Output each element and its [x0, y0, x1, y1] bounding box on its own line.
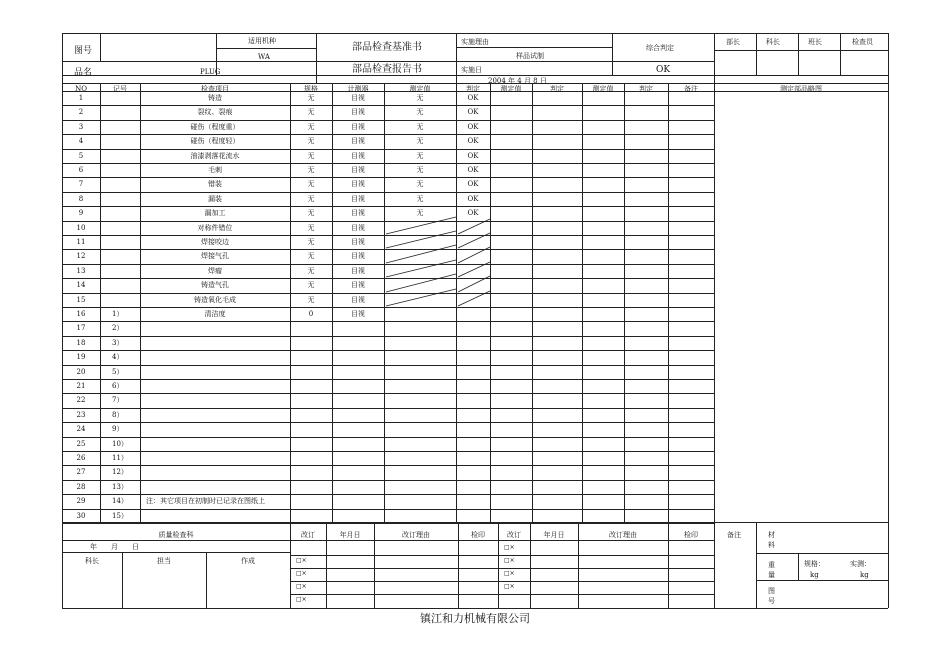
row-no: 29 [76, 497, 86, 505]
row-instrument: 目视 [351, 94, 365, 102]
row-no: 6 [78, 166, 84, 174]
overall-value: OK [656, 65, 671, 75]
row-instrument: 目视 [351, 238, 365, 246]
row-mark: 14） [112, 497, 128, 505]
row-mark: 2） [112, 324, 124, 332]
row-no: 17 [76, 324, 86, 332]
row-mark: 11） [112, 454, 128, 462]
col-item: 检查项目 [201, 85, 229, 93]
row-spec: 无 [307, 123, 315, 131]
revision-checkbox[interactable]: □× [296, 557, 307, 564]
row-instrument: 目视 [351, 281, 365, 289]
row-measured: 无 [416, 137, 424, 145]
row-item: 裂纹、裂痕 [197, 108, 233, 116]
row-item: 铸造气孔 [201, 281, 229, 289]
row-judge: OK [467, 123, 479, 131]
row-judge: OK [467, 166, 479, 174]
row-no: 4 [78, 137, 84, 145]
row-measured: 无 [416, 209, 424, 217]
row-instrument: 目视 [351, 137, 365, 145]
rev-date-1: 年月日 [339, 531, 361, 539]
row-spec: 无 [307, 166, 315, 174]
revision-checkbox[interactable]: □× [504, 544, 515, 551]
row-no: 9 [78, 209, 84, 217]
material-label: 材料 [768, 531, 775, 549]
strike-judge [458, 233, 490, 248]
row-spec: 无 [307, 152, 315, 160]
row-instrument: 目视 [351, 123, 365, 131]
row-mark: 7） [112, 396, 124, 404]
row-mark: 6） [112, 382, 124, 390]
strike-judge [458, 291, 490, 306]
row-spec: 无 [307, 195, 315, 203]
inspect-seal-2: 检印 [684, 531, 698, 539]
rev-reason-1: 改订理由 [402, 531, 430, 539]
row-instrument: 目视 [351, 166, 365, 174]
row-judge: OK [467, 180, 479, 188]
row-measured: 无 [416, 166, 424, 174]
row-no: 5 [78, 152, 84, 160]
row-measured: 无 [416, 108, 424, 116]
footer-remarks: 备注 [727, 531, 741, 539]
approver-dept-head: 部长 [726, 38, 740, 46]
row-measured: 无 [416, 123, 424, 131]
col-spec: 规格 [304, 85, 318, 93]
row-item: 焊接咬边 [201, 238, 229, 246]
row-item: 铸造 [208, 94, 222, 102]
row-instrument: 目视 [351, 310, 365, 318]
actual-weight-unit: kg [860, 571, 869, 579]
row-item: 错装 [208, 180, 222, 188]
col-sketch: 测定部品略图 [780, 85, 822, 93]
row-spec: 无 [307, 238, 315, 246]
part-name-value: PLUG [200, 68, 221, 76]
col-remarks: 备注 [684, 85, 698, 93]
row-no: 25 [76, 440, 86, 448]
row-no: 16 [76, 310, 86, 318]
strike-judge [458, 262, 490, 277]
row-instrument: 目视 [351, 180, 365, 188]
signer-responsible: 担当 [157, 557, 171, 565]
row-item: 碰伤（程度重） [190, 123, 240, 131]
row-mark: 5） [112, 368, 124, 376]
row-no: 21 [76, 382, 86, 390]
row-mark: 10） [112, 440, 128, 448]
strike-measured [386, 289, 456, 306]
row-item: 漏装 [208, 195, 222, 203]
rev-date-2: 年月日 [543, 531, 565, 539]
row-no: 27 [76, 468, 86, 476]
row-spec: 无 [307, 267, 315, 275]
row-mark: 12） [112, 468, 128, 476]
row-item: 注：其它项目在初制时已记录在图纸上 [146, 497, 265, 505]
row-no: 8 [78, 195, 84, 203]
row-spec: 无 [307, 209, 315, 217]
row-measured: 无 [416, 152, 424, 160]
row-spec: 0 [308, 310, 314, 318]
company-name: 镇江和力机械有限公司 [420, 612, 530, 625]
report-title: 部品检查报告书 [352, 64, 422, 75]
revision-checkbox[interactable]: □× [504, 583, 515, 590]
row-mark: 4） [112, 353, 124, 361]
inspect-seal-1: 检印 [471, 531, 485, 539]
row-spec: 无 [307, 180, 315, 188]
row-no: 18 [76, 339, 86, 347]
row-no: 24 [76, 425, 86, 433]
signer-section-head: 科长 [85, 557, 99, 565]
date-label: 实施日 [461, 66, 482, 74]
row-judge: OK [467, 108, 479, 116]
standard-title: 部品检查基准书 [352, 42, 422, 53]
row-item: 对称件错位 [197, 224, 233, 232]
row-item: 焊接气孔 [201, 252, 229, 260]
spec-weight-unit: kg [810, 571, 819, 579]
revision-checkbox[interactable]: □× [296, 583, 307, 590]
row-instrument: 目视 [351, 195, 365, 203]
strike-measured [386, 217, 456, 234]
model-label: 适用机种 [248, 37, 276, 45]
rev-reason-2: 改订理由 [609, 531, 637, 539]
drawing-no-footer-label: 图号 [768, 587, 775, 605]
row-instrument: 目视 [351, 152, 365, 160]
row-no: 10 [76, 224, 86, 232]
row-judge: OK [467, 195, 479, 203]
row-item: 漏加工 [204, 209, 226, 217]
row-spec: 无 [307, 224, 315, 232]
date-value: 2004 年 4 月 8 日 [488, 77, 547, 85]
spec-weight-label: 规格： [804, 560, 825, 568]
row-judge: OK [467, 152, 479, 160]
row-no: 28 [76, 483, 86, 491]
footer-date: 年 月 日 [90, 543, 139, 551]
strike-judge [458, 276, 490, 292]
row-no: 26 [76, 454, 86, 462]
row-instrument: 目视 [351, 209, 365, 217]
strike-judge [458, 247, 490, 263]
col-instrument: 计测器 [347, 85, 369, 93]
row-spec: 无 [307, 281, 315, 289]
row-no: 13 [76, 267, 86, 275]
revision-checkbox[interactable]: □× [296, 570, 307, 577]
row-item: 铸造氧化毛成 [194, 296, 236, 304]
row-measured: 无 [416, 195, 424, 203]
col-judge-3: 判定 [639, 85, 653, 93]
row-spec: 无 [307, 296, 315, 304]
revision-checkbox[interactable]: □× [296, 596, 307, 603]
revision-checkbox[interactable]: □× [504, 570, 515, 577]
actual-weight-label: 实测： [850, 560, 871, 568]
row-measured: 无 [416, 94, 424, 102]
revision-checkbox[interactable]: □× [504, 557, 515, 564]
row-judge: OK [467, 94, 479, 102]
row-no: 22 [76, 396, 86, 404]
row-item: 油漆剥落花流水 [190, 152, 240, 160]
model-value: WA [258, 53, 270, 61]
row-no: 14 [76, 281, 86, 289]
row-no: 3 [78, 123, 84, 131]
row-no: 23 [76, 411, 86, 419]
col-judge-2: 判定 [550, 85, 564, 93]
row-no: 15 [76, 296, 86, 304]
row-judge: OK [467, 209, 479, 217]
row-instrument: 目视 [351, 267, 365, 275]
row-no: 12 [76, 252, 86, 260]
approver-section-head: 科长 [766, 38, 780, 46]
row-no: 20 [76, 368, 86, 376]
rev-label-1: 改订 [301, 531, 315, 539]
signer-author: 作成 [241, 557, 255, 565]
reason-value: 样品试制 [516, 52, 544, 60]
col-mark: 记号 [113, 85, 127, 93]
row-measured: 无 [416, 180, 424, 188]
reason-label: 实施理由 [461, 38, 489, 46]
part-name-label: 品名 [74, 68, 93, 78]
approver-inspector: 检查员 [852, 38, 873, 46]
row-instrument: 目视 [351, 224, 365, 232]
row-no: 2 [78, 108, 84, 116]
col-measured-2: 测定值 [500, 85, 522, 93]
row-mark: 13） [112, 483, 128, 491]
strike-measured [386, 245, 456, 263]
approver-team-lead: 班长 [808, 38, 822, 46]
col-measured-3: 测定值 [592, 85, 614, 93]
row-spec: 无 [307, 94, 315, 102]
row-mark: 9） [112, 425, 124, 433]
strike-judge [458, 219, 490, 234]
row-instrument: 目视 [351, 108, 365, 116]
col-no: NO [75, 85, 87, 93]
overall-label: 综合判定 [646, 44, 674, 52]
row-instrument: 目视 [351, 252, 365, 260]
row-no: 1 [78, 94, 84, 102]
row-judge: OK [467, 137, 479, 145]
row-item: 碰伤（程度轻） [190, 137, 240, 145]
row-spec: 无 [307, 252, 315, 260]
row-mark: 3） [112, 339, 124, 347]
row-item: 焊瘤 [208, 267, 222, 275]
row-item: 清洁度 [204, 310, 226, 318]
row-no: 30 [76, 512, 86, 520]
row-no: 7 [78, 180, 84, 188]
weight-label: 重量 [768, 561, 775, 579]
row-mark: 15） [112, 512, 128, 520]
col-judge-1: 判定 [466, 85, 480, 93]
row-item: 毛刺 [208, 166, 222, 174]
row-no: 11 [76, 238, 86, 246]
quality-dept: 质量检查科 [158, 531, 194, 539]
strike-measured [386, 231, 456, 248]
row-mark: 8） [112, 411, 124, 419]
strike-measured [386, 260, 456, 277]
drawing-no-label: 图号 [74, 46, 93, 56]
row-spec: 无 [307, 108, 315, 116]
col-measured-1: 测定值 [409, 85, 431, 93]
row-no: 19 [76, 353, 86, 361]
row-instrument: 目视 [351, 296, 365, 304]
strike-measured [386, 274, 456, 292]
row-mark: 1） [112, 310, 124, 318]
rev-label-2: 改订 [507, 531, 521, 539]
row-spec: 无 [307, 137, 315, 145]
